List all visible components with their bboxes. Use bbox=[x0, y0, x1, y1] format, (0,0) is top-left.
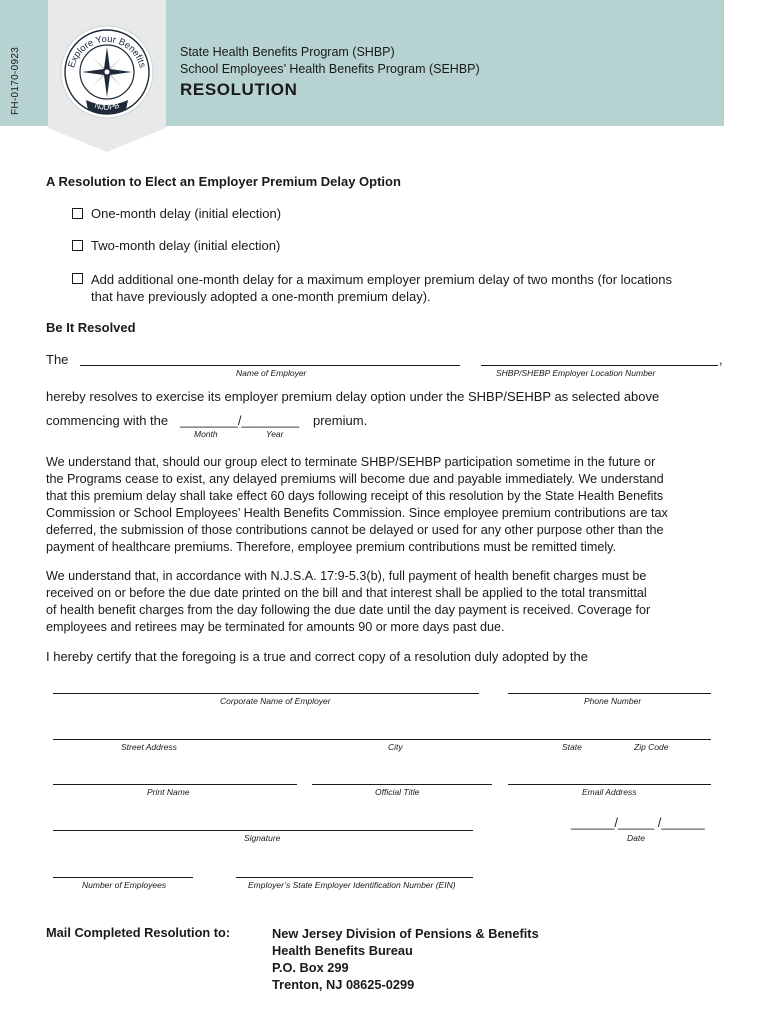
resolution-heading: A Resolution to Elect an Employer Premium Delay Option bbox=[46, 174, 401, 189]
two-month-label: Two-month delay (initial election) bbox=[91, 238, 281, 253]
premium-text: premium. bbox=[313, 413, 368, 428]
phone-field[interactable] bbox=[508, 693, 711, 694]
employer-name-caption: Name of Employer bbox=[236, 368, 307, 378]
num-employees-field[interactable] bbox=[53, 877, 193, 878]
location-number-field[interactable] bbox=[481, 365, 718, 366]
two-month-checkbox[interactable] bbox=[72, 240, 83, 251]
city-caption: City bbox=[388, 742, 403, 752]
one-month-checkbox[interactable] bbox=[72, 208, 83, 219]
street-caption: Street Address bbox=[121, 742, 177, 752]
the-label: The bbox=[46, 352, 69, 367]
address-line: New Jersey Division of Pensions & Benefits bbox=[272, 926, 539, 941]
email-field[interactable] bbox=[508, 784, 711, 785]
page-title: RESOLUTION bbox=[180, 80, 298, 99]
num-employees-caption: Number of Employees bbox=[82, 880, 167, 890]
signature-field[interactable] bbox=[53, 830, 473, 831]
comma: , bbox=[719, 352, 723, 367]
month-year-field[interactable]: ________/________ bbox=[180, 413, 300, 428]
year-caption: Year bbox=[266, 429, 284, 439]
official-title-field[interactable] bbox=[312, 784, 492, 785]
njdpb-logo bbox=[48, 0, 166, 152]
be-it-resolved: Be It Resolved bbox=[46, 320, 136, 335]
mail-label: Mail Completed Resolution to: bbox=[46, 925, 231, 940]
date-caption: Date bbox=[627, 833, 645, 843]
employer-name-field[interactable] bbox=[80, 365, 460, 366]
print-name-field[interactable] bbox=[53, 784, 297, 785]
form-id: FH-0170-0923 bbox=[10, 46, 21, 115]
location-number-caption: SHBP/SHEBP Employer Location Number bbox=[496, 368, 656, 378]
paragraph-payment: We understand that, in accordance with N.J.S.A. 17:9-5.3(b), full payment of health benefit charges must be received on or before the due date printed on the bill and that interest shall be applied to the total transmittal of health benefit charges from the day following the due date until the day payment is received. Coverage for employees and retirees may be terminated for amounts 90 or more days past due. bbox=[46, 569, 651, 634]
one-month-label: One-month delay (initial election) bbox=[91, 206, 282, 221]
resolves-text: hereby resolves to exercise its employer premium delay option under the SHBP/SEHBP as selected above bbox=[46, 389, 660, 404]
month-caption: Month bbox=[194, 429, 218, 439]
additional-month-label: Add additional one-month delay for a maximum employer premium delay of two months (for locations bbox=[91, 272, 672, 287]
date-field[interactable]: ______/_____ /______ bbox=[571, 815, 705, 830]
address-field[interactable] bbox=[53, 739, 711, 740]
official-title-caption: Official Title bbox=[375, 787, 420, 797]
corporate-name-caption: Corporate Name of Employer bbox=[220, 696, 331, 706]
state-caption: State bbox=[562, 742, 582, 752]
signature-caption: Signature bbox=[244, 833, 281, 843]
logo-bottom-text: NJDPB bbox=[93, 100, 121, 112]
print-name-caption: Print Name bbox=[147, 787, 190, 797]
program-shbp: State Health Benefits Program (SHBP) bbox=[180, 45, 395, 59]
email-caption: Email Address bbox=[582, 787, 637, 797]
address-line: P.O. Box 299 bbox=[272, 960, 349, 975]
additional-month-checkbox[interactable] bbox=[72, 273, 83, 284]
logo-ribbon bbox=[48, 0, 166, 152]
ein-field[interactable] bbox=[236, 877, 473, 878]
paragraph-termination: We understand that, should our group elect to terminate SHBP/SEHBP participation sometime in the future or the Programs cease to exist, any delayed premiums will become due and payable immediately. We understand that this premium delay shall take effect 60 days following receipt of this resolution by the State Health Benefits Commission or School Employees’ Health Benefits Commission. Since employee premium contributions are tax deferred, the submission of those contributions cannot be delayed or used for any other purpose other than the payment of healthcare premiums. Therefore, employee premium contributions must be remitted timely. bbox=[46, 455, 668, 554]
corporate-name-field[interactable] bbox=[53, 693, 479, 694]
mail-address bbox=[272, 925, 539, 993]
program-sehbp: School Employees’ Health Benefits Program (SEHBP) bbox=[180, 62, 480, 76]
logo-top-text: Explore Your Benefits bbox=[66, 33, 148, 70]
zip-caption: Zip Code bbox=[634, 742, 669, 752]
address-line: Trenton, NJ 08625-0299 bbox=[272, 977, 415, 992]
phone-caption: Phone Number bbox=[584, 696, 642, 706]
ein-caption: Employer’s State Employer Identification Number (EIN) bbox=[248, 880, 456, 890]
address-line: Health Benefits Bureau bbox=[272, 943, 413, 958]
additional-month-label-cont: that have previously adopted a one-month premium delay). bbox=[91, 289, 431, 304]
certify-text: I hereby certify that the foregoing is a true and correct copy of a resolution duly adopted by the bbox=[46, 649, 588, 664]
commencing-text: commencing with the bbox=[46, 413, 169, 428]
